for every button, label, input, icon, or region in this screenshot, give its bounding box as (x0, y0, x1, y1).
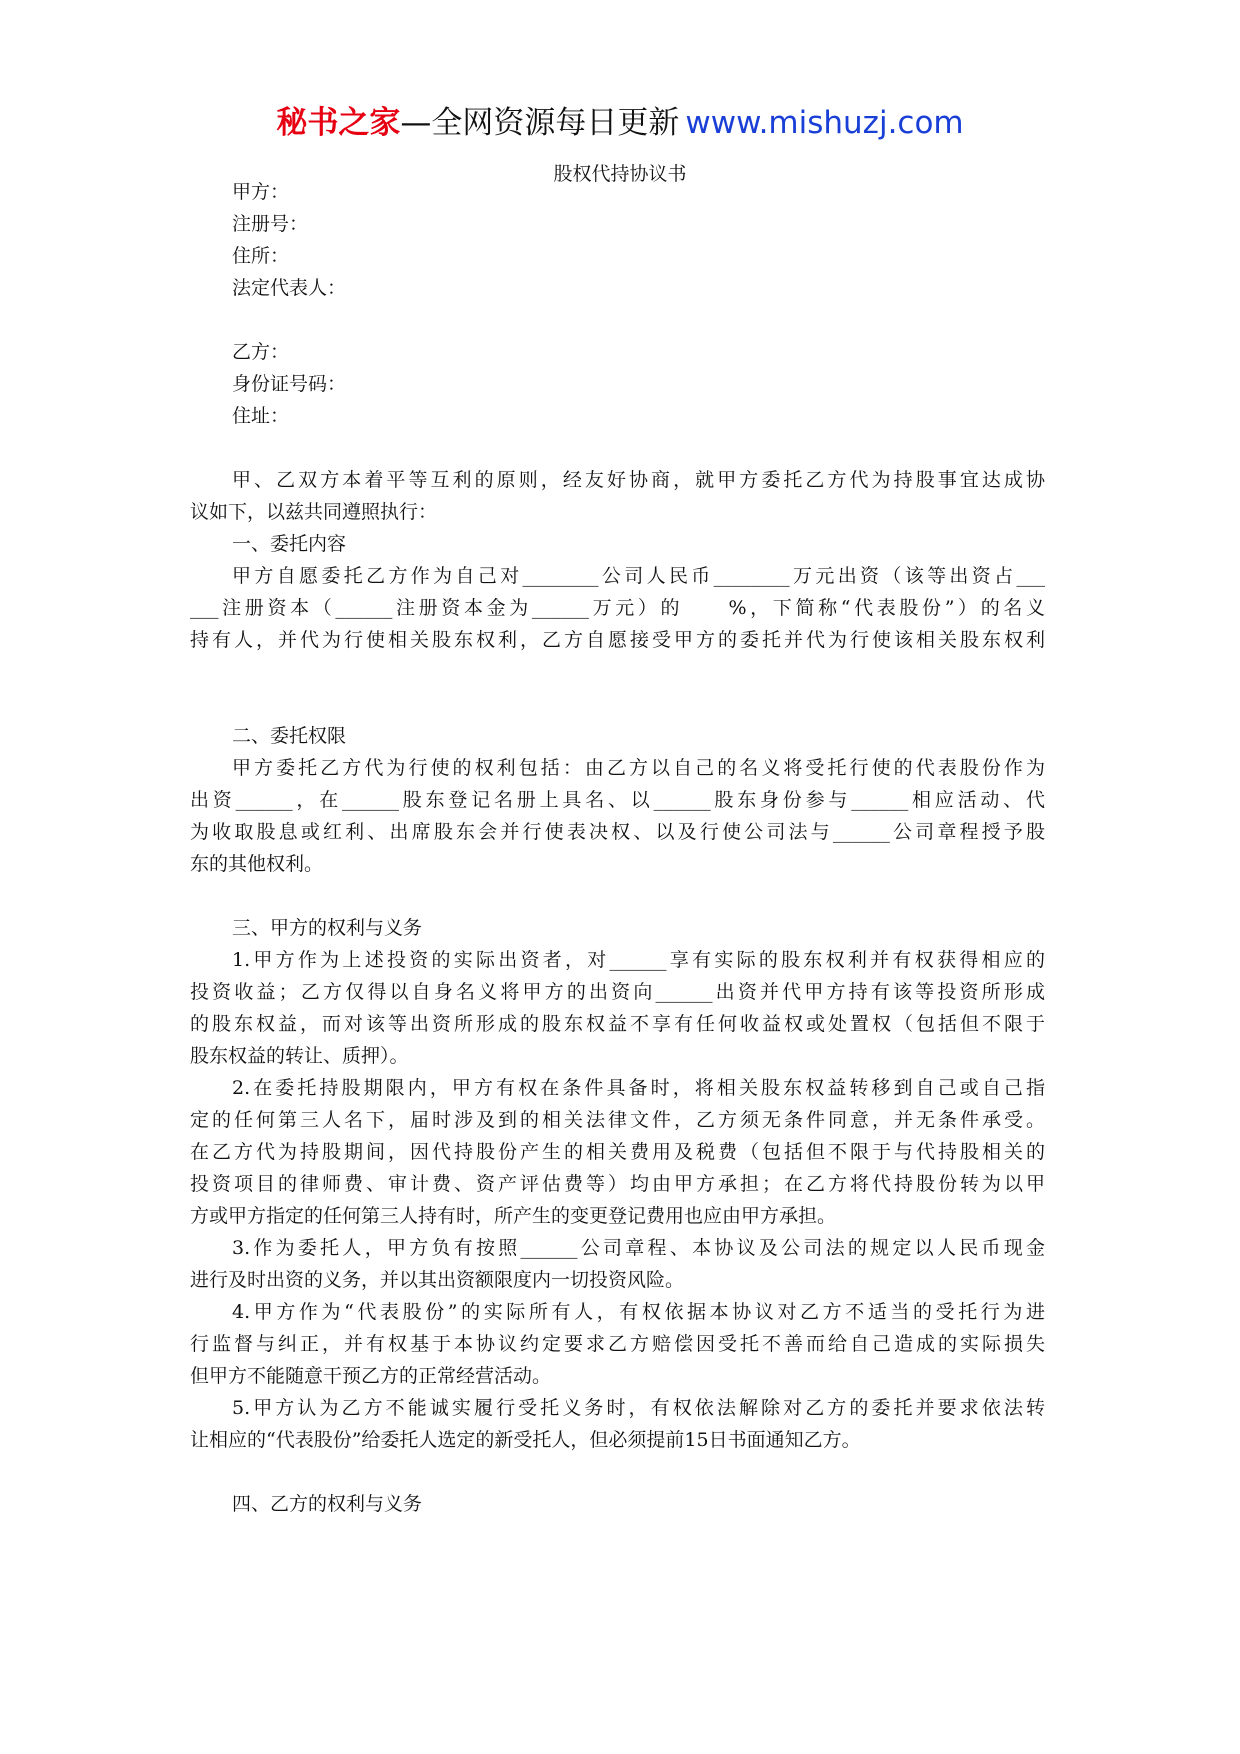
text-line: 投资收益；乙方仅得以自身名义将甲方的出资向______出资并代甲方持有该等投资所形成 (190, 981, 1045, 1003)
text-line: 持有人，并代为行使相关股东权利，乙方自愿接受甲方的委托并代为行使该相关股东权利 (190, 629, 1045, 651)
text-line: 的股东权益，而对该等出资所形成的股东权益不享有任何收益权或处置权（包括但不限于 (190, 1013, 1045, 1035)
text-line: 投资项目的律师费、审计费、资产评估费等）均由甲方承担；在乙方将代持股份转为以甲 (190, 1173, 1045, 1195)
text-line: 让相应的“代表股份”给委托人选定的新受托人，但必须提前15日书面通知乙方。 (190, 1429, 861, 1451)
text-line: 甲、乙双方本着平等互利的原则，经友好协商，就甲方委托乙方代为持股事宜达成协 (232, 469, 1045, 491)
document-title: 股权代持协议书 (553, 163, 687, 185)
text-line: 注册号： (232, 213, 309, 235)
site-slogan: —全网资源每日更新 (400, 105, 680, 141)
text-line: 法定代表人： (232, 277, 347, 299)
text-line: 在乙方代为持股期间，因代持股份产生的相关费用及税费（包括但不限于与代持股相关的 (190, 1141, 1045, 1163)
text-line: 四、乙方的权利与义务 (232, 1493, 423, 1515)
text-line: 住所： (232, 245, 290, 267)
text-line: 2.在委托持股期限内，甲方有权在条件具备时，将相关股东权益转移到自己或自己指 (232, 1077, 1045, 1099)
text-line: 一、委托内容 (232, 533, 347, 555)
text-line: 1.甲方作为上述投资的实际出资者，对______享有实际的股东权利并有权获得相应的 (232, 949, 1045, 971)
text-line: 5.甲方认为乙方不能诚实履行受托义务时，有权依法解除对乙方的委托并要求依法转 (232, 1397, 1045, 1419)
text-line: 甲方委托乙方代为行使的权利包括：由乙方以自己的名义将受托行使的代表股份作为 (232, 757, 1045, 779)
text-line: 乙方： (232, 341, 290, 363)
site-url-link[interactable]: www.mishuzj.com (685, 105, 964, 141)
site-brand: 秘书之家 (276, 105, 401, 141)
text-line: ___注册资本（______注册资本金为______万元）的 %，下简称“代表股份”）的名义 (190, 597, 1045, 619)
site-header (0, 100, 1240, 146)
text-line: 三、甲方的权利与义务 (232, 917, 423, 939)
text-line: 议如下，以兹共同遵照执行： (190, 501, 438, 523)
text-line: 甲方自愿委托乙方作为自己对________公司人民币________万元出资（该等出资占___ (232, 565, 1045, 587)
text-line: 二、委托权限 (232, 725, 347, 747)
text-line: 为收取股息或红利、出席股东会并行使表决权、以及行使公司法与______公司章程授予股 (190, 821, 1045, 843)
text-line: 股东权益的转让、质押）。 (190, 1045, 409, 1067)
text-line: 行监督与纠正，并有权基于本协议约定要求乙方赔偿因受托不善而给自己造成的实际损失 (190, 1333, 1045, 1355)
text-line: 定的任何第三人名下，届时涉及到的相关法律文件，乙方须无条件同意，并无条件承受。 (190, 1109, 1045, 1131)
text-line: 但甲方不能随意干预乙方的正常经营活动。 (190, 1365, 552, 1387)
text-line: 4.甲方作为“代表股份”的实际所有人，有权依据本协议对乙方不适当的受托行为进 (232, 1301, 1045, 1323)
text-line: 甲方： (232, 181, 290, 203)
text-line: 方或甲方指定的任何第三人持有时，所产生的变更登记费用也应由甲方承担。 (190, 1205, 837, 1227)
text-line: 进行及时出资的义务，并以其出资额限度内一切投资风险。 (190, 1269, 685, 1291)
text-line: 3.作为委托人，甲方负有按照______公司章程、本协议及公司法的规定以人民币现金 (232, 1237, 1045, 1259)
text-line: 住址： (232, 405, 290, 427)
text-line: 身份证号码： (232, 373, 347, 395)
text-line: 东的其他权利。 (190, 853, 324, 875)
text-line: 出资______，在______股东登记名册上具名、以______股东身份参与______相应活动、代 (190, 789, 1045, 811)
